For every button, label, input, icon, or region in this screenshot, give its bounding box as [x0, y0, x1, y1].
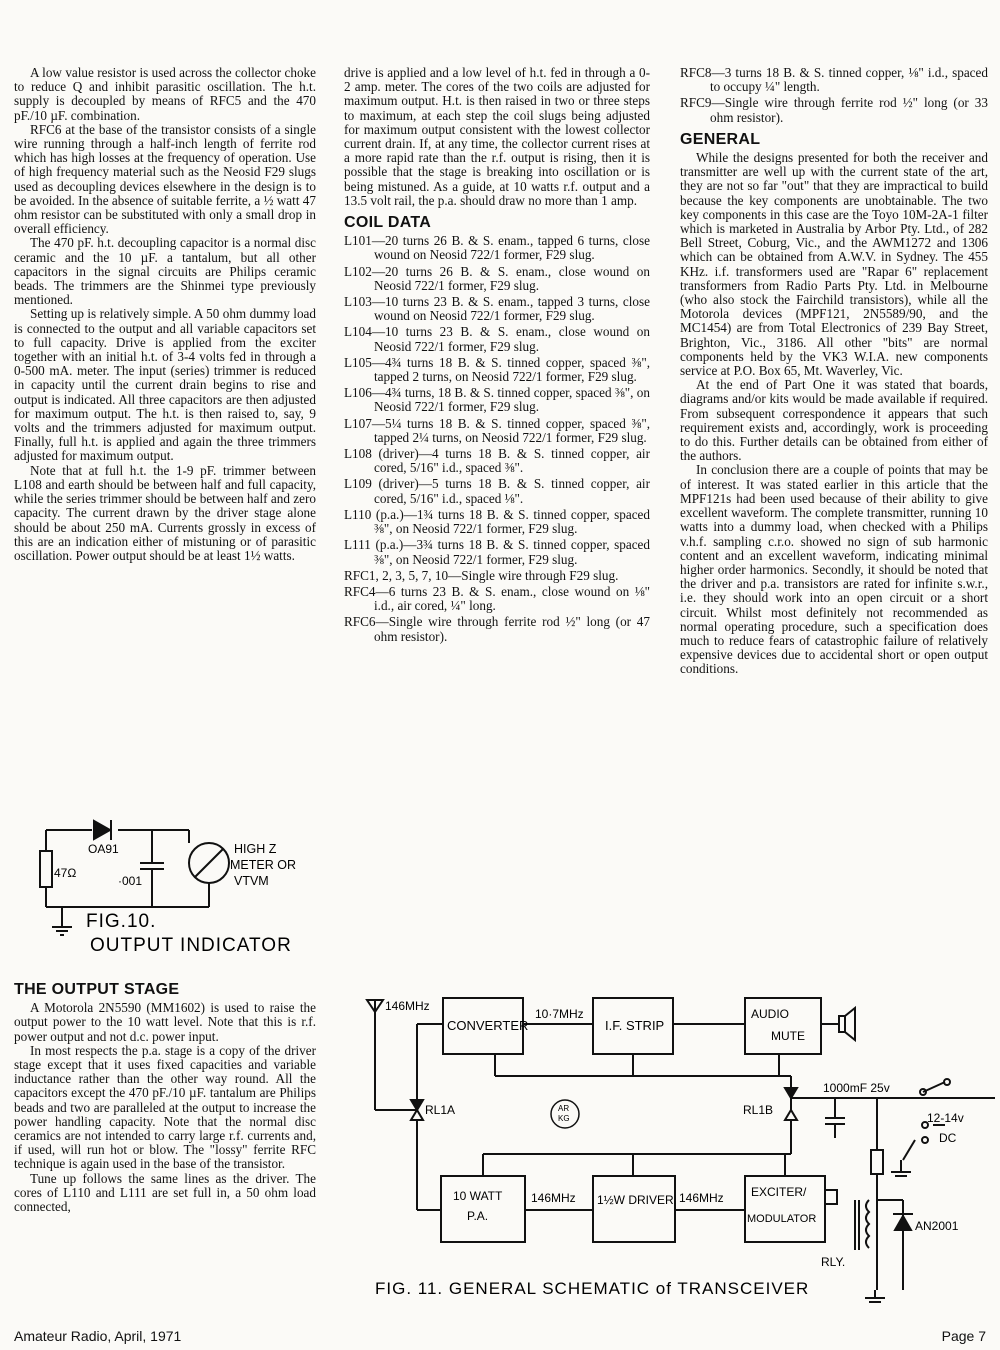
paragraph: At the end of Part One it was stated that boards, diagrams and/or kits would be made available if required. From subsequent correspondence it appears that such requirement exists and, accordingly, work is proceeding to do this. Further details can be obtained from either of the authors.: [680, 377, 988, 464]
antenna-freq-label: 146MHz: [385, 999, 430, 1013]
rl1b-label: RL1B: [743, 1103, 774, 1117]
coil-entry: L105—4¾ turns 18 B. & S. tinned copper, spaced ⅜", tapped 2 turns, on Neosid 722/1 former, F29 slug.: [344, 354, 650, 385]
footer-page-number: Page 7: [941, 1328, 986, 1344]
converter-label: CONVERTER: [447, 1018, 529, 1033]
section-heading: COIL DATA: [344, 214, 432, 232]
paragraph: A Motorola 2N5590 (MM1602) is used to raise the output power to the 10 watt level. Note that this is r.f. power output and not d.c. power input.: [14, 1000, 316, 1044]
output-stage-section: [14, 975, 316, 1214]
rl1a-label: RL1A: [425, 1103, 456, 1117]
coil-entry: L110 (p.a.)—1¾ turns 18 B. & S. tinned copper, spaced ⅜", on Neosid 722/1 former, F29 slug.: [344, 506, 650, 537]
paragraph: RFC6 at the base of the transistor consists of a single wire running through a half-inch length of ferrite rod which has high losses at the frequency of operation. Use of high frequency material such as the Neosid F29 slugs used as decoupling devices elsewhere in the design is to be avoided. In the absence of suitable ferrite, a ½ watt 47 ohm resistor can be substituted with only a small drop in overall efficiency.: [14, 121, 316, 237]
paragraph: Tune up follows the same lines as the driver. The cores of L110 and L111 are set full in, a 50 ohm load connected,: [14, 1170, 316, 1215]
section-heading: GENERAL: [680, 130, 761, 148]
driver-label: 1½W DRIVER: [597, 1193, 674, 1207]
coil-entry: L109 (driver)—5 turns 18 B. & S. tinned copper, air cored, 5/16" i.d., spaced ⅛".: [344, 476, 650, 506]
column-1: [14, 66, 316, 563]
fig11-schematic: [355, 990, 995, 1310]
column-3: [680, 66, 988, 677]
fig11-caption: FIG. 11. GENERAL SCHEMATIC of TRANSCEIVER: [375, 1279, 810, 1298]
pa-label-1: 10 WATT: [453, 1189, 503, 1203]
figure-11-transceiver-schematic: [355, 990, 995, 1310]
paragraph: In most respects the p.a. stage is a copy of the driver stage except that it uses fixed capacities and variable inductance rather than the other way round. All the capacitors except the 470 pF./10 µF. tantalum are Philips beads and two are paralleled at the output to increase the power handling capacity. Note that the normal disc ceramics are not intended to carry large r.f. currents and, if used, will run hot or blow. The "lossy" ferrite RFC technique is again used in the base of the transistor.: [14, 1042, 316, 1172]
freq-a-label: 146MHz: [531, 1191, 576, 1205]
coil-entry: L103—10 turns 23 B. & S. enam., tapped 3 turns, close wound on Neosid 722/1 former, F29 slug.: [344, 294, 650, 324]
fig10-capacitor-label: ·001: [118, 874, 143, 888]
fig10-schematic: [14, 815, 324, 965]
coil-entry: RFC1, 2, 3, 5, 7, 10—Single wire through F29 slug.: [344, 567, 619, 583]
if-freq-label: 10·7MHz: [535, 1007, 584, 1021]
if-strip-label: I.F. STRIP: [605, 1018, 665, 1033]
freq-b-label: 146MHz: [679, 1191, 724, 1205]
exciter-label-2: MODULATOR: [747, 1213, 817, 1225]
paragraph: drive is applied and a low level of h.t. fed in through a 0-2 amp. meter. The cores of the two coils are adjusted for maximum output. H.t. is then raised in two or three steps to maximum, at each step the coil slugs being adjusted for maximum output consistent with the lowest collector current drain. If, at any time, the collector current rises at a more rapid rate than the r.f. output is rising, then it is possible that the stage is breaking into oscillation or is being mistuned. As a guide, at 10 watts r.f. output and a 13.5 volt rail, the p.a. should draw no more than 1 amp.: [344, 65, 650, 208]
fig10-resistor-label: 47Ω: [54, 866, 77, 880]
paragraph: In conclusion there are a couple of points that may be of interest. It was stated earlier in this article that the MPF121s had been used because of their ability to give excellent waveform. The complete transmitter, running 10 watts into a dummy load, when checked with a Philips v.h.f. sampling c.r.o. showed no sign of sub harmonic content and an excellent waveform, indicating minimal higher order harmonics. Secondly, it should be noted that the driver and p.a. transistors are rated for infinite s.w.r., i.e. they should work into an open circuit or a short circuit. Whilst most definitely not recommended as normal operating procedure, such a specification does much to reduce fears of catastrophic failure of relatively expensive devices due to accidental short or open output conditions.: [680, 462, 988, 677]
figure-10-output-indicator: [14, 815, 324, 965]
paragraph: Setting up is relatively simple. A 50 ohm dummy load is connected to the output and all variable capacitors set to full capacity. Drive is applied from the exciter together with an initial h.t. of 3-4 volts fed in through a 0-500 mA. meter. The input (series) trimmer is reduced in capacity until the current drain begins to rise and output is indicated. All three capacitors are then adjusted for maximum output. The h.t. is then raised to, say, 9 volts and the trimmers adjusted for maximum output. Finally, full h.t. is applied and again the three trimmers adjusted for maximum output.: [14, 306, 316, 464]
coil-entry: L102—20 turns 26 B. & S. enam., close wound on Neosid 722/1 former, F29 slug.: [344, 263, 650, 293]
paragraph: Note that at full h.t. the 1-9 pF. trimmer between L108 and earth should be between half and full capacity, while the series trimmer should be between half and zero capacity. The current drawn by the driver stage alone should be about 250 mA. Currents grossly in excess of this are an indication either of mistuning or of parasitic oscillation. Power output should be at least 1½ watts.: [14, 462, 316, 563]
column-2: [344, 66, 650, 646]
fig10-caption-1: FIG.10.: [86, 911, 157, 932]
coil-entry: L106—4¾ turns, 18 B. & S. tinned copper, spaced ⅜", on Neosid 722/1 former, F29 slug.: [344, 385, 650, 415]
pa-label-2: P.A.: [467, 1209, 489, 1223]
coil-entry: L111 (p.a.)—3¾ turns 18 B. & S. tinned copper, spaced ⅜", on Neosid 722/1 former, F29 slug.: [344, 537, 650, 567]
coil-entry: RFC9—Single wire through ferrite rod ½" long (or 33 ohm resistor).: [680, 95, 988, 125]
coil-entry: RFC6—Single wire through ferrite rod ½" long (or 47 ohm resistor).: [344, 614, 650, 644]
svg-text:AR: AR: [558, 1104, 570, 1113]
section-heading: THE OUTPUT STAGE: [14, 981, 180, 998]
fig10-diode-label: OA91: [88, 842, 119, 856]
coil-entry: L104—10 turns 23 B. & S. enam., close wound on Neosid 722/1 former, F29 slug.: [344, 324, 650, 354]
coil-entry: L107—5¼ turns 18 B. & S. tinned copper, spaced ⅜", tapped 2¼ turns, on Neosid 722/1 former, F29 slug.: [344, 415, 650, 445]
footer-publication: Amateur Radio, April, 1971: [14, 1328, 182, 1344]
capacitor-label: 1000mF 25v: [823, 1081, 890, 1095]
exciter-label-1: EXCITER/: [751, 1185, 807, 1199]
paragraph: The 470 pF. h.t. decoupling capacitor is a normal disc ceramic and the 10 µF. a tantalum, but all other capacitors in the signal circuits are Philips ceramic beads. The trimmers are the Shinmei type previously mentioned.: [14, 235, 316, 308]
paragraph: A low value resistor is used across the collector choke to reduce Q and inhibit parasitic oscillation. The h.t. supply is decoupled by means of RFC5 and the 470 pF./10 µF. combination.: [14, 65, 316, 123]
paragraph: While the designs presented for both the receiver and transmitter are well up with the current state of the art, they are not so far "out" that they are impractical to build because the key components are unobtainable. The two key components in this case are the Toyo 10M-2A-1 filter which is marketed in Australia by Arbor Pty. Ltd., of 282 Bell Street, Coburg, Vic., and the AWM1272 and 1306 which can be obtained from A.W.V. in Sydney. The 455 KHz. i.f. transformers used are "Rapar 6" replacement transformers from Radio Parts Pty. Ltd. in Melbourne (who also stock the Fairchild transistors), while all the Motorola devices (MPF121, 2N5589/90, and the MC1454) are from Total Electronics of 239 Bay Street, Brighton, Vic., 3186. All other "bits" are normal components held by the VK3 W.I.A. new components service at P.O. Box 65, Mt. Waverley, Vic.: [680, 150, 988, 379]
mute-label: MUTE: [771, 1029, 805, 1043]
svg-text:KG: KG: [558, 1114, 570, 1123]
rly-label: RLY.: [821, 1255, 846, 1269]
fig10-meter-label-3: VTVM: [234, 874, 269, 888]
supply-voltage-label: 12-14v: [927, 1111, 964, 1125]
fig10-meter-label-2: METER OR: [230, 858, 296, 872]
dc-label: DC: [939, 1131, 957, 1145]
coil-entry: RFC8—3 turns 18 B. & S. tinned copper, ⅛" i.d., spaced to occupy ¼" length.: [680, 65, 988, 95]
coil-entry: RFC4—6 turns 23 B. & S. enam., close wound on ⅛" i.d., air cored, ¼" long.: [344, 583, 650, 614]
coil-entry: L108 (driver)—4 turns 18 B. & S. tinned copper, air cored, 5/16" i.d., spaced ⅜".: [344, 446, 650, 476]
fig10-caption-2: OUTPUT INDICATOR: [90, 935, 292, 956]
coil-entry: L101—20 turns 26 B. & S. enam., tapped 6 turns, close wound on Neosid 722/1 former, F29 slug.: [344, 233, 650, 263]
fig10-meter-label-1: HIGH Z: [234, 842, 277, 856]
driver-block: [593, 1176, 675, 1242]
audio-label: AUDIO: [751, 1007, 790, 1021]
diode-label: AN2001: [915, 1219, 959, 1233]
